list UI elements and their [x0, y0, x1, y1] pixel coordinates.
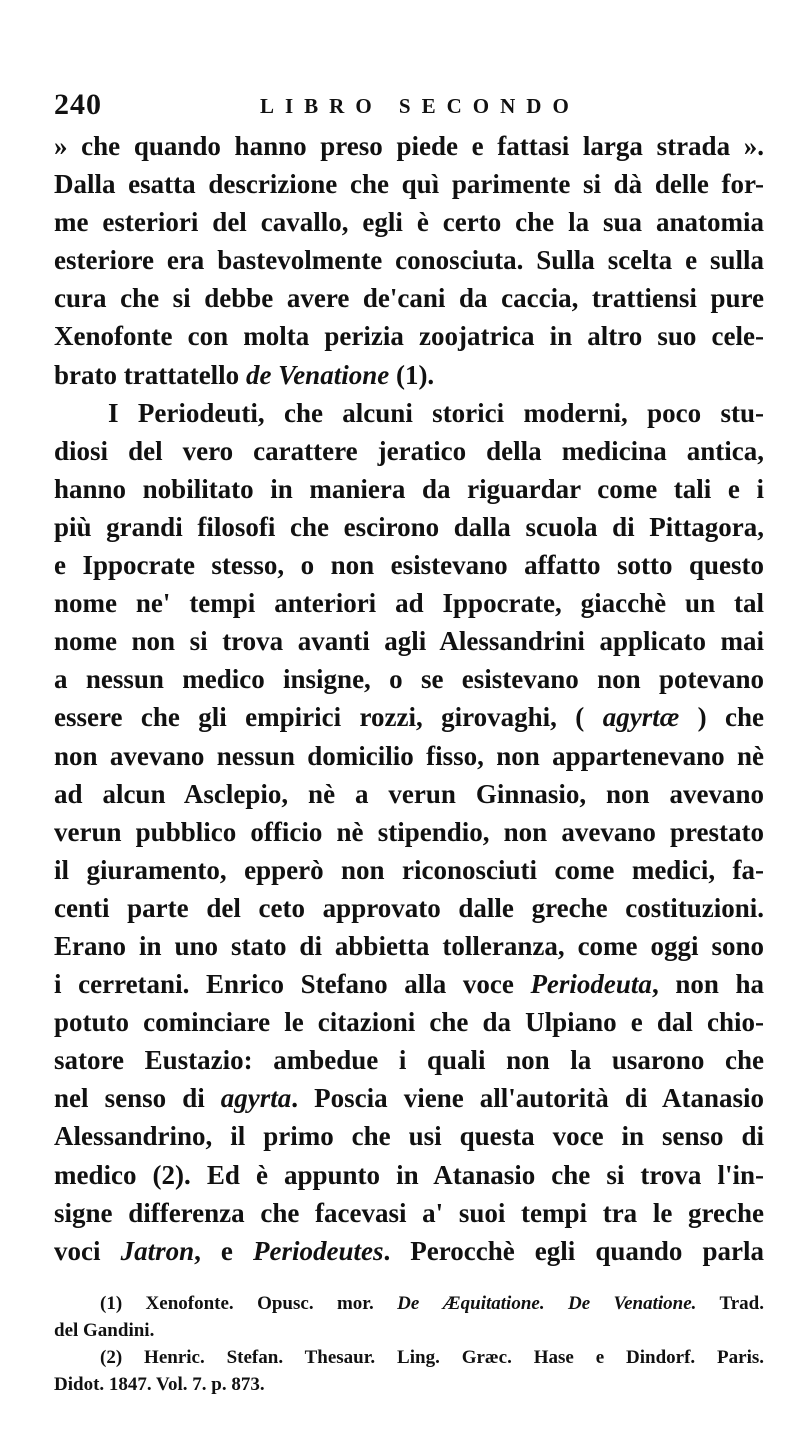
text-line: ad alcun Asclepio, nè a verun Ginnasio, non avevano [54, 778, 764, 809]
text-line [54, 965, 764, 1003]
footnote-ref: (1). [389, 359, 435, 390]
text-line: Xenofonte con molta perizia zoojatrica in altro suo cele- [54, 321, 764, 352]
footnotes [54, 1290, 764, 1398]
text-run: brato trattatello [54, 359, 246, 390]
text-run: Trad. [696, 1293, 764, 1314]
footnote-1-cont: del Gandini. [54, 1320, 155, 1341]
footnote-2-cont: Didot. 1847. Vol. 7. p. 873. [54, 1374, 265, 1395]
italic-term: Periodeutes [252, 1235, 384, 1266]
text-line: cura che si debbe avere de'cani da caccia, trattiensi pure [54, 283, 764, 314]
footnote-1 [54, 1290, 764, 1317]
page-number: 240 [54, 88, 102, 121]
italic-title: De Æquitatione. De Venatione. [397, 1293, 697, 1314]
text-line [54, 356, 764, 394]
text-line: Dalla esatta descrizione che quì parimente si dà delle for- [54, 169, 764, 200]
text-line: » che quando hanno preso piede e fattasi larga strada ». [54, 131, 764, 161]
text-line: non avevano nessun domicilio fisso, non appartenevano nè [54, 740, 764, 771]
text-line [54, 1079, 764, 1117]
text-run: i cerretani. Enrico Stefano alla voce [54, 969, 531, 1000]
text-line: signe differenza che facevasi a' suoi tempi tra le greche [54, 1197, 764, 1228]
text-run: essere che gli empirici rozzi, girovaghi, ( [54, 702, 603, 733]
text-line: a nessun medico insigne, o se esistevano non potevano [54, 664, 764, 695]
italic-title: de Venatione [245, 359, 390, 390]
text-line: hanno nobilitato in maniera da riguardar come tali e i [54, 473, 764, 504]
text-run: (2) Henric. Stefan. Thesaur. Ling. Græc. Hase e Dindorf. Paris. [100, 1347, 764, 1368]
text-line: medico (2). Ed è appunto in Atanasio che si trova l'in- [54, 1159, 764, 1190]
text-line: verun pubblico officio nè stipendio, non avevano prestato [54, 816, 764, 847]
text-line: Erano in uno stato di abbietta tolleranza, come oggi sono [54, 930, 764, 961]
text-line: diosi del vero carattere jeratico della medicina antica, [54, 435, 764, 466]
text-line [54, 1232, 764, 1270]
footnote-2 [54, 1344, 764, 1371]
text-line: il giuramento, epperò non riconosciuti come medici, fa- [54, 854, 764, 885]
text-line: esteriore era bastevolmente conosciuta. Sulla scelta e sulla [54, 245, 764, 276]
text-line: nome non si trova avanti agli Alessandrini applicato mai [54, 626, 764, 657]
body-text [54, 127, 764, 1270]
text-run: ) che [679, 702, 764, 733]
text-run: nel senso di [54, 1083, 221, 1114]
text-line: me esteriori del cavallo, egli è certo che la sua anatomia [54, 207, 764, 238]
text-line: centi parte del ceto approvato dalle greche costituzioni. [54, 892, 764, 923]
text-run: . Poscia viene all'autorità di Atanasio [291, 1083, 764, 1114]
running-title: LIBRO SECONDO [260, 94, 580, 118]
text-run: I Periodeuti, che alcuni storici moderni, poco stu- [108, 397, 764, 428]
text-line: e Ippocrate stesso, o non esistevano affatto sotto questo [54, 550, 764, 581]
italic-term: agyrtæ [602, 702, 680, 733]
text-run: voci [54, 1235, 121, 1266]
text-run: , e [194, 1235, 253, 1266]
italic-term: Jatron [120, 1235, 195, 1266]
text-line: potuto cominciare le citazioni che da Ulpiano e dal chio- [54, 1007, 764, 1038]
text-line: nome ne' tempi anteriori ad Ippocrate, giacchè un tal [54, 588, 764, 619]
text-run: (1) Xenofonte. Opusc. mor. [100, 1293, 398, 1314]
page-header [54, 88, 754, 124]
italic-term: Periodeuta [530, 969, 652, 1000]
text-line: Alessandrino, il primo che usi questa voce in senso di [54, 1121, 764, 1152]
paragraph-start-line [54, 394, 764, 432]
italic-term: agyrta [220, 1083, 292, 1114]
text-run: . Perocchè egli quando parla [383, 1235, 764, 1266]
text-line: satore Eustazio: ambedue i quali non la usarono che [54, 1045, 764, 1076]
text-line [54, 698, 764, 736]
text-run: , non ha [651, 969, 764, 1000]
text-line: più grandi filosofi che escirono dalla scuola di Pittagora, [54, 511, 764, 542]
